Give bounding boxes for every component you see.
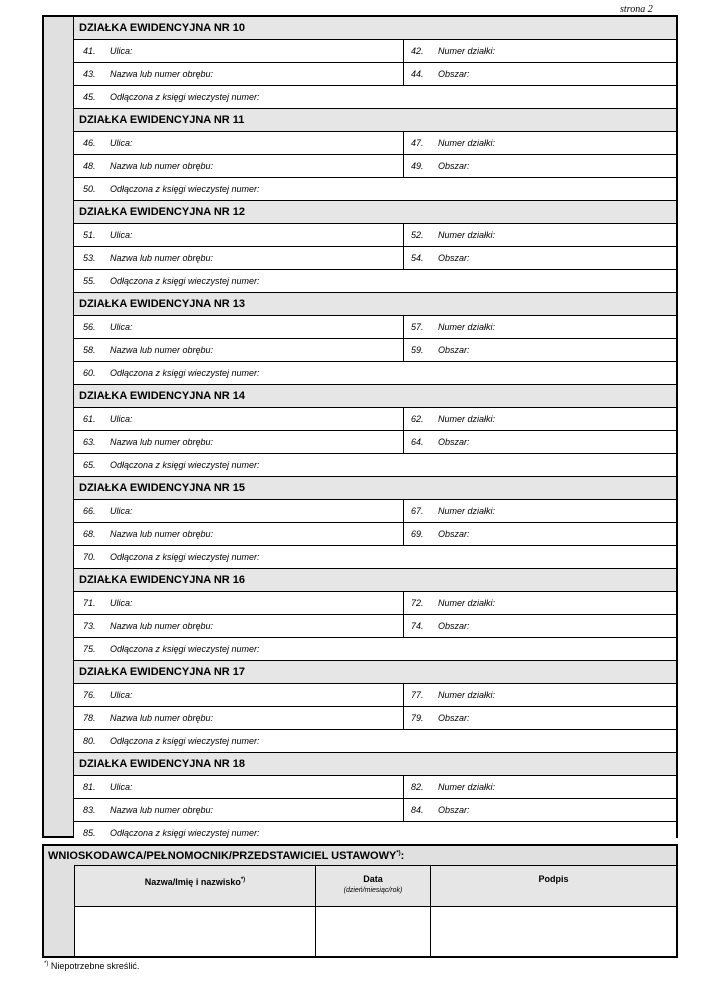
field-label: Nazwa lub numer obrębu:	[110, 69, 214, 79]
field-number: 67.	[411, 506, 424, 516]
field-number: 79.	[411, 713, 424, 723]
form-row	[74, 224, 676, 247]
area-field[interactable]	[404, 339, 676, 361]
field-number: 84.	[411, 805, 424, 815]
form-row	[74, 799, 676, 822]
precinct-field[interactable]	[74, 247, 404, 269]
field-number: 41.	[83, 46, 96, 56]
section-title: DZIAŁKA EWIDENCYJNA NR 17	[74, 661, 676, 684]
field-label: Obszar:	[438, 69, 470, 79]
section-title: DZIAŁKA EWIDENCYJNA NR 18	[74, 753, 676, 776]
field-number: 83.	[83, 805, 96, 815]
side-strip	[44, 17, 74, 836]
form-row	[74, 615, 676, 638]
land-register-field[interactable]	[74, 730, 676, 752]
page-number: strona 2	[620, 4, 653, 15]
field-number: 61.	[83, 414, 96, 424]
form-row	[74, 339, 676, 362]
field-number: 76.	[83, 690, 96, 700]
field-number: 55.	[83, 276, 96, 286]
field-number: 64.	[411, 437, 424, 447]
field-number: 68.	[83, 529, 96, 539]
field-number: 57.	[411, 322, 424, 332]
field-label: Odłączona z księgi wieczystej numer:	[110, 276, 260, 286]
field-number: 63.	[83, 437, 96, 447]
section-title: DZIAŁKA EWIDENCYJNA NR 10	[74, 17, 676, 40]
field-label: Odłączona z księgi wieczystej numer:	[110, 460, 260, 470]
parcel-section	[74, 109, 676, 201]
parcel-number-field[interactable]	[404, 776, 676, 798]
field-label: Nazwa lub numer obrębu:	[110, 253, 214, 263]
form-row	[74, 247, 676, 270]
land-register-field[interactable]	[74, 822, 676, 845]
field-label: Odłączona z księgi wieczystej numer:	[110, 644, 260, 654]
section-title: DZIAŁKA EWIDENCYJNA NR 14	[74, 385, 676, 408]
parcel-section	[74, 201, 676, 293]
precinct-field[interactable]	[74, 615, 404, 637]
field-label: Obszar:	[438, 713, 470, 723]
precinct-field[interactable]	[74, 523, 404, 545]
signature-table	[74, 865, 676, 956]
field-number: 52.	[411, 230, 424, 240]
field-number: 72.	[411, 598, 424, 608]
parcel-section	[74, 661, 676, 753]
land-register-field[interactable]	[74, 546, 676, 568]
form-row	[74, 592, 676, 615]
field-label: Odłączona z księgi wieczystej numer:	[110, 92, 260, 102]
field-label: Ulica:	[110, 690, 133, 700]
field-number: 66.	[83, 506, 96, 516]
field-label: Numer działki:	[438, 322, 496, 332]
form-row	[74, 431, 676, 454]
form-row	[74, 86, 676, 109]
field-label: Obszar:	[438, 805, 470, 815]
parcel-number-field[interactable]	[404, 316, 676, 338]
form-row	[74, 178, 676, 201]
field-label: Nazwa lub numer obrębu:	[110, 437, 214, 447]
field-label: Obszar:	[438, 253, 470, 263]
street-field[interactable]	[74, 500, 404, 522]
precinct-field[interactable]	[74, 431, 404, 453]
area-field[interactable]	[404, 63, 676, 85]
land-register-field[interactable]	[74, 638, 676, 660]
street-field[interactable]	[74, 132, 404, 154]
field-number: 73.	[83, 621, 96, 631]
field-label: Obszar:	[438, 437, 470, 447]
field-label: Numer działki:	[438, 506, 496, 516]
form-row	[74, 500, 676, 523]
section-title: DZIAŁKA EWIDENCYJNA NR 13	[74, 293, 676, 316]
field-number: 70.	[83, 552, 96, 562]
parcel-number-field[interactable]	[404, 224, 676, 246]
precinct-field[interactable]	[74, 799, 404, 821]
field-number: 81.	[83, 782, 96, 792]
area-field[interactable]	[404, 247, 676, 269]
field-number: 49.	[411, 161, 424, 171]
form-row	[74, 362, 676, 385]
field-label: Numer działki:	[438, 414, 496, 424]
form-row	[74, 454, 676, 477]
parcel-section	[74, 293, 676, 385]
field-number: 85.	[83, 828, 96, 838]
field-number: 43.	[83, 69, 96, 79]
section-title: DZIAŁKA EWIDENCYJNA NR 11	[74, 109, 676, 132]
section-title: DZIAŁKA EWIDENCYJNA NR 16	[74, 569, 676, 592]
land-register-field[interactable]	[74, 86, 676, 108]
field-number: 77.	[411, 690, 424, 700]
field-number: 42.	[411, 46, 424, 56]
field-number: 69.	[411, 529, 424, 539]
field-label: Numer działki:	[438, 690, 496, 700]
field-number: 80.	[83, 736, 96, 746]
field-number: 51.	[83, 230, 96, 240]
signature-header-row	[75, 866, 676, 907]
field-label: Ulica:	[110, 506, 133, 516]
field-number: 58.	[83, 345, 96, 355]
precinct-field[interactable]	[74, 707, 404, 729]
section-title: DZIAŁKA EWIDENCYJNA NR 15	[74, 477, 676, 500]
street-field[interactable]	[74, 316, 404, 338]
area-field[interactable]	[404, 615, 676, 637]
form-row	[74, 132, 676, 155]
form-row	[74, 523, 676, 546]
parcel-sections	[74, 17, 676, 845]
parcel-number-field[interactable]	[404, 500, 676, 522]
signature-column-header: Podpis	[538, 874, 569, 884]
parcel-section	[74, 753, 676, 845]
field-number: 62.	[411, 414, 424, 424]
area-field[interactable]	[404, 799, 676, 821]
field-label: Ulica:	[110, 598, 133, 608]
field-label: Obszar:	[438, 621, 470, 631]
form-row	[74, 270, 676, 293]
street-field[interactable]	[74, 776, 404, 798]
form-row	[74, 638, 676, 661]
form-row	[74, 155, 676, 178]
field-label: Obszar:	[438, 161, 470, 171]
land-register-field[interactable]	[74, 362, 676, 384]
field-label: Obszar:	[438, 529, 470, 539]
street-field[interactable]	[74, 684, 404, 706]
street-field[interactable]	[74, 408, 404, 430]
field-label: Ulica:	[110, 46, 133, 56]
form-row	[74, 684, 676, 707]
field-label: Nazwa lub numer obrębu:	[110, 161, 214, 171]
parcel-number-field[interactable]	[404, 592, 676, 614]
signature-input-row	[75, 906, 676, 956]
land-register-field[interactable]	[74, 270, 676, 292]
parcel-number-field[interactable]	[404, 408, 676, 430]
field-label: Numer działki:	[438, 782, 496, 792]
field-number: 78.	[83, 713, 96, 723]
field-number: 53.	[83, 253, 96, 263]
parcel-form	[42, 15, 678, 838]
date-column-header: Data (dzień/miesiąc/rok)	[316, 866, 431, 906]
field-number: 54.	[411, 253, 424, 263]
field-label: Nazwa lub numer obrębu:	[110, 805, 214, 815]
section-title: DZIAŁKA EWIDENCYJNA NR 12	[74, 201, 676, 224]
field-label: Odłączona z księgi wieczystej numer:	[110, 736, 260, 746]
field-label: Odłączona z księgi wieczystej numer:	[110, 828, 260, 838]
field-label: Ulica:	[110, 138, 133, 148]
form-row	[74, 316, 676, 339]
form-row	[74, 730, 676, 753]
form-row	[74, 63, 676, 86]
field-number: 74.	[411, 621, 424, 631]
field-label: Odłączona z księgi wieczystej numer:	[110, 368, 260, 378]
street-field[interactable]	[74, 40, 404, 62]
field-label: Numer działki:	[438, 138, 496, 148]
field-label: Nazwa lub numer obrębu:	[110, 621, 214, 631]
parcel-section	[74, 477, 676, 569]
field-number: 71.	[83, 598, 96, 608]
field-number: 44.	[411, 69, 424, 79]
form-row	[74, 40, 676, 63]
name-input-cell[interactable]	[75, 906, 316, 956]
field-number: 45.	[83, 92, 96, 102]
field-number: 59.	[411, 345, 424, 355]
date-input-cell[interactable]	[316, 906, 431, 956]
form-row	[74, 822, 676, 845]
field-number: 65.	[83, 460, 96, 470]
field-label: Nazwa lub numer obrębu:	[110, 529, 214, 539]
field-label: Numer działki:	[438, 598, 496, 608]
form-row	[74, 776, 676, 799]
name-column-header: Nazwa/Imię i nazwisko*)	[75, 866, 316, 906]
area-field[interactable]	[404, 707, 676, 729]
field-label: Odłączona z księgi wieczystej numer:	[110, 184, 260, 194]
field-label: Ulica:	[110, 782, 133, 792]
land-register-field[interactable]	[74, 454, 676, 476]
field-label: Nazwa lub numer obrębu:	[110, 345, 214, 355]
field-label: Ulica:	[110, 414, 133, 424]
parcel-section	[74, 17, 676, 109]
area-field[interactable]	[404, 431, 676, 453]
field-number: 46.	[83, 138, 96, 148]
parcel-number-field[interactable]	[404, 40, 676, 62]
field-label: Ulica:	[110, 322, 133, 332]
field-number: 60.	[83, 368, 96, 378]
field-label: Nazwa lub numer obrębu:	[110, 713, 214, 723]
land-register-field[interactable]	[74, 178, 676, 200]
field-number: 47.	[411, 138, 424, 148]
footnote: *) Niepotrzebne skreślić.	[44, 961, 140, 971]
signature-input-cell[interactable]	[431, 906, 676, 956]
area-field[interactable]	[404, 523, 676, 545]
field-number: 50.	[83, 184, 96, 194]
field-label: Numer działki:	[438, 46, 496, 56]
street-field[interactable]	[74, 224, 404, 246]
parcel-number-field[interactable]	[404, 132, 676, 154]
field-number: 56.	[83, 322, 96, 332]
form-row	[74, 707, 676, 730]
parcel-section	[74, 385, 676, 477]
field-label: Numer działki:	[438, 230, 496, 240]
field-label: Odłączona z księgi wieczystej numer:	[110, 552, 260, 562]
field-label: Ulica:	[110, 230, 133, 240]
field-number: 75.	[83, 644, 96, 654]
field-number: 48.	[83, 161, 96, 171]
area-field[interactable]	[404, 155, 676, 177]
precinct-field[interactable]	[74, 339, 404, 361]
applicant-signature-box	[42, 844, 678, 958]
parcel-section	[74, 569, 676, 661]
form-row	[74, 408, 676, 431]
street-field[interactable]	[74, 592, 404, 614]
field-number: 82.	[411, 782, 424, 792]
form-row	[74, 546, 676, 569]
parcel-number-field[interactable]	[404, 684, 676, 706]
field-label: Obszar:	[438, 345, 470, 355]
precinct-field[interactable]	[74, 155, 404, 177]
signature-title: WNIOSKODAWCA/PEŁNOMOCNIK/PRZEDSTAWICIEL USTAWOWY*):	[48, 850, 405, 862]
precinct-field[interactable]	[74, 63, 404, 85]
